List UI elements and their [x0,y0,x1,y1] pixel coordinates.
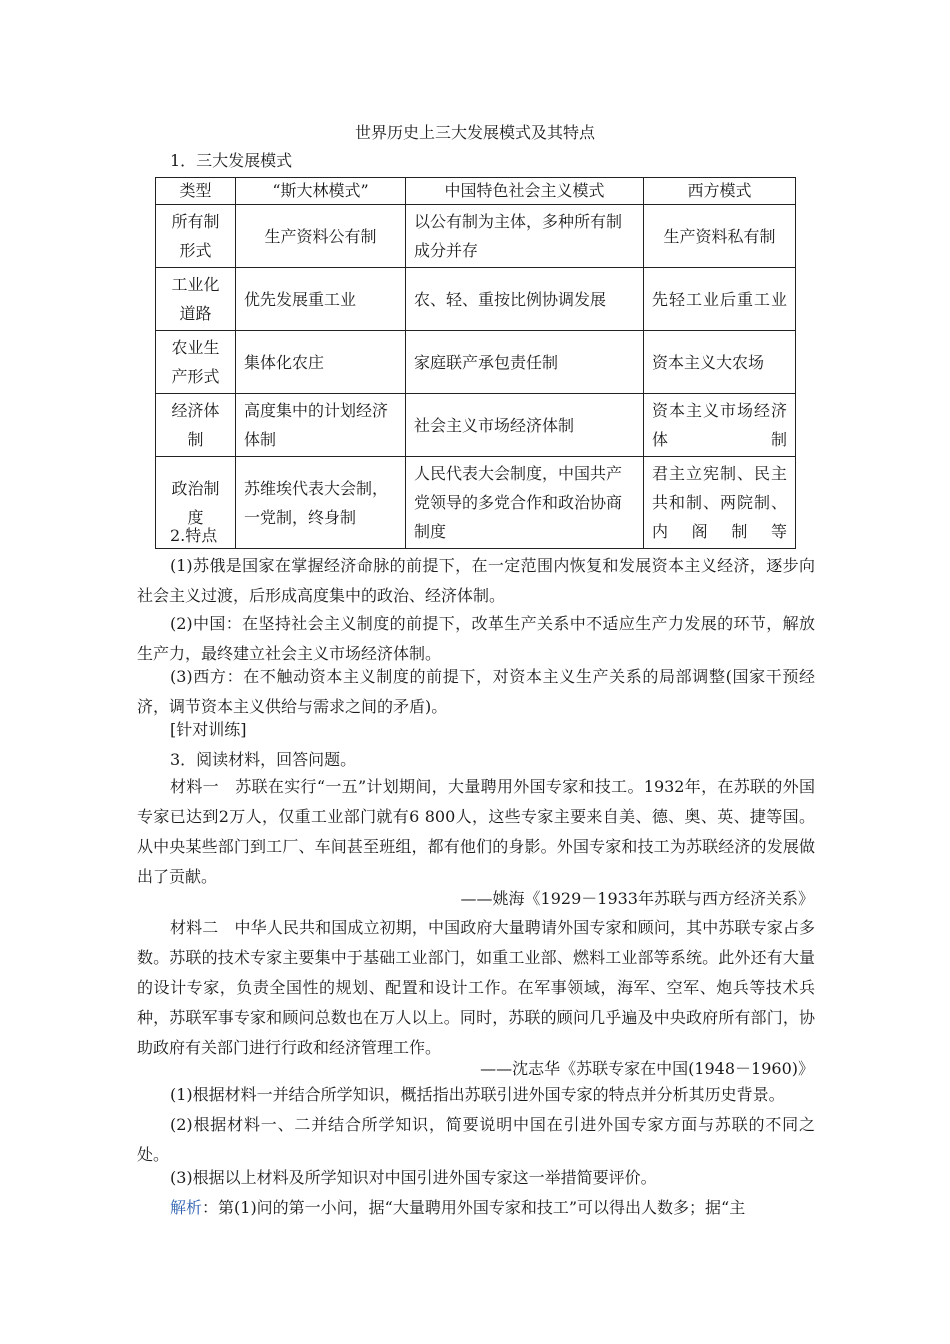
table-header-cell: 类型 [156,178,236,205]
question-item: (3)根据以上材料及所学知识对中国引进外国专家这一举措简要评价。 [170,1168,657,1187]
table-header-row [156,178,796,205]
feature-paragraph: (3)西方：在不触动资本主义制度的前提下，对资本主义生产关系的局部调整(国家干预经济，调节资本主义供给与需求之间的矛盾)。 [137,667,815,716]
table-cell: 所有制形式 [156,205,236,268]
table-cell: 政治制度 [156,457,236,549]
table-cell: 以公有制为主体，多种所有制成分并存 [406,205,644,268]
analysis-paragraph [137,1193,815,1223]
question-item: (1)根据材料一并结合所学知识，概括指出苏联引进外国专家的特点并分析其历史背景。 [170,1085,785,1104]
models-table [155,177,796,549]
table-row [156,331,796,394]
table-cell: 高度集中的计划经济体制 [236,394,406,457]
table-row [156,205,796,268]
table-cell: 农业生产形式 [156,331,236,394]
table-header-cell: 中国特色社会主义模式 [406,178,644,205]
table-cell: 先轻工业后重工业 [644,268,796,331]
table-cell: 君主立宪制、民主共和制、两院制、内阁制等 [644,457,796,549]
table-cell: 生产资料私有制 [644,205,796,268]
table-cell: 家庭联产承包责任制 [406,331,644,394]
table-cell: 资本主义大农场 [644,331,796,394]
table-cell: 生产资料公有制 [236,205,406,268]
table-cell: 苏维埃代表大会制，一党制，终身制 [236,457,406,549]
table-cell: 人民代表大会制度，中国共产党领导的多党合作和政治协商制度 [406,457,644,549]
feature-paragraph: (2)中国：在坚持社会主义制度的前提下，改革生产关系中不适应生产力发展的环节，解放生产力，最终建立社会主义市场经济体制。 [137,614,815,663]
table-cell: 优先发展重工业 [236,268,406,331]
table-cell: 社会主义市场经济体制 [406,394,644,457]
source-citation: ——沈志华《苏联专家在中国(1948－1960)》 [480,1059,814,1078]
page-title: 世界历史上三大发展模式及其特点 [354,123,595,142]
material-one: 材料一 苏联在实行“一五”计划期间，大量聘用外国专家和技工。1932年，在苏联的外国专家已达到2万人，仅重工业部门就有6 800人，这些专家主要来自美、德、奥、英、捷等国。从中央某些部门到工厂、车间甚至班组，都有他们的身影。外国专家和技工为苏联经济的发展做出了贡献。 [137,777,815,886]
material-two: 材料二 中华人民共和国成立初期，中国政府大量聘请外国专家和顾问，其中苏联专家占多数。苏联的技术专家主要集中于基础工业部门，如重工业部、燃料工业部等系统。此外还有大量的设计专家，负责全国性的规划、配置和设计工作。在军事领域，海军、空军、炮兵等技术兵种，苏联军事专家和顾问总数也在万人以上。同时，苏联的顾问几乎遍及中央政府所有部门，协助政府有关部门进行行政和经济管理工作。 [137,918,815,1057]
table-header-cell: “斯大林模式” [236,178,406,205]
table-row [156,394,796,457]
analysis-text: ：第(1)问的第一小问，据“大量聘用外国专家和技工”可以得出人数多；据“主 [202,1198,746,1217]
table-row [156,457,796,549]
training-heading: [针对训练] [170,720,247,739]
question-item: (2)根据材料一、二并结合所学知识，简要说明中国在引进外国专家方面与苏联的不同之处。 [137,1115,815,1164]
table-cell: 集体化农庄 [236,331,406,394]
section-heading-features: 2.特点 [170,526,218,545]
source-citation: ——姚海《1929－1933年苏联与西方经济关系》 [460,889,814,908]
table-cell: 农、轻、重按比例协调发展 [406,268,644,331]
question-stem: 3．阅读材料，回答问题。 [170,750,357,769]
table-cell: 经济体制 [156,394,236,457]
table-cell: 工业化道路 [156,268,236,331]
feature-paragraph: (1)苏俄是国家在掌握经济命脉的前提下，在一定范围内恢复和发展资本主义经济，逐步向社会主义过渡，后形成高度集中的政治、经济体制。 [137,556,815,605]
analysis-label: 解析 [170,1198,203,1217]
table-header-cell: 西方模式 [644,178,796,205]
table-cell: 资本主义市场经济体制 [644,394,796,457]
section-heading-models: 1．三大发展模式 [170,151,293,170]
table-row [156,268,796,331]
